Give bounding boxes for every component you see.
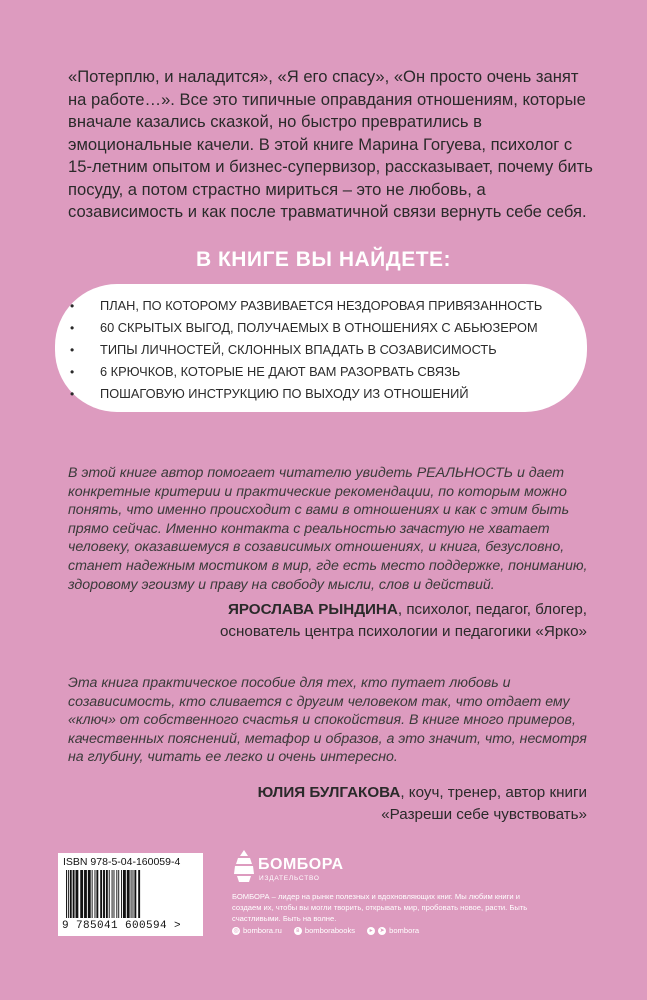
- social-vk[interactable]: [294, 926, 355, 935]
- publisher-subtitle: ИЗДАТЕЛЬСТВО: [259, 875, 320, 882]
- feature-text: ТИПЫ ЛИЧНОСТЕЙ, СКЛОННЫХ ВПАДАТЬ В СОЗАВИСИМОСТЬ: [100, 342, 497, 357]
- quote-emphasis: РЕАЛЬНОСТЬ: [416, 465, 514, 481]
- youtube-icon: ▸: [367, 927, 375, 935]
- social-other-label: bombora: [389, 926, 420, 935]
- social-site[interactable]: [232, 926, 282, 935]
- vk-icon: в: [294, 927, 302, 935]
- barcode-bar: [118, 870, 119, 918]
- barcode-bar: [103, 870, 105, 918]
- bullet-icon: •: [70, 387, 75, 401]
- barcode-bar: [131, 870, 132, 918]
- list-item: [70, 295, 580, 317]
- barcode-bar: [109, 870, 110, 918]
- quote-text: В этой книге автор помогает читателю увидеть: [68, 465, 417, 481]
- barcode-bar: [80, 870, 83, 918]
- barcode-bar: [133, 870, 134, 918]
- feature-text: ПЛАН, ПО КОТОРОМУ РАЗВИВАЕТСЯ НЕЗДОРОВАЯ ПРИВЯЗАННОСТЬ: [100, 298, 543, 313]
- feature-text: ПОШАГОВУЮ ИНСТРУКЦИЮ ПО ВЫХОДУ ИЗ ОТНОШЕНИЙ: [100, 386, 469, 401]
- publisher-description: БОМБОРА – лидер на рынке полезных и вдохновляющих книг. Мы любим книги и создаем их, чтобы вы могли творить, открывать мир, пробовать новое, расти. Быть счастливыми. Быть на волне.: [232, 892, 528, 923]
- review-author-1: [220, 599, 587, 643]
- barcode-bar: [76, 870, 79, 918]
- barcode-bar: [96, 870, 98, 918]
- barcode-bar: [123, 870, 126, 918]
- barcode-bar: [84, 870, 87, 918]
- barcode-bar: [92, 870, 93, 918]
- review-quote-1: [68, 464, 588, 594]
- quote-text-continued: и дает конкретные критерии и практические рекомендации, по которым можно понять, что именно происходит с вами в отношениях и как с этим быть прямо сейчас. Именно контакта с реальностью зачастую не хватает человеку, оказавшемуся в созависимых отношениях, и книга, безусловно, станет надежным мостиком в мир, где есть место поддержке, пониманию, здоровому эгоизму и праву на свободу мысли, слов и действий.: [68, 465, 588, 593]
- author-name: ЮЛИЯ БУЛГАКОВА: [257, 784, 401, 801]
- instagram-icon: ◎: [233, 927, 239, 934]
- author-role: , психолог, педагог, блогер,: [397, 601, 587, 618]
- author-role-line-2: основатель центра психологии и педагогики «Ярко»: [219, 623, 587, 640]
- barcode-bar: [127, 870, 130, 918]
- features-card: [55, 284, 587, 412]
- social-site-label: bombora.ru: [243, 926, 282, 935]
- list-item: [70, 317, 580, 339]
- publisher-logo: [232, 848, 342, 888]
- list-item: [70, 339, 580, 361]
- barcode-bar: [116, 870, 117, 918]
- author-role-line-2: «Разреши себе чувствовать»: [381, 806, 587, 823]
- list-item: [70, 361, 580, 383]
- bullet-icon: •: [70, 321, 75, 335]
- features-title: В КНИГЕ ВЫ НАЙДЕТЕ:: [195, 248, 452, 271]
- author-name: ЯРОСЛАВА РЫНДИНА: [227, 601, 398, 618]
- intro-paragraph: «Потерплю, и наладится», «Я его спасу», «Он просто очень занят на работе…». Все это типичные оправдания отношениям, которые вначале казались сказкой, но быстро превратились в эмоциональные качели. В этой книге Марина Гогуева, психолог с 15-летним опытом и бизнес-супервизор, рассказывает, почему бить посуду, а потом страстно мириться – это не любовь, а созависимость и как после травматичной связи вернуть себе себя.: [68, 67, 593, 221]
- bullet-icon: •: [70, 365, 75, 379]
- bullet-icon: •: [70, 343, 75, 357]
- bullet-icon: •: [70, 299, 75, 313]
- barcode-bar: [138, 870, 140, 918]
- barcode-bar: [121, 870, 122, 918]
- publisher-logo-icon: [232, 848, 256, 884]
- barcode-bars: [62, 870, 199, 920]
- barcode-bar: [100, 870, 102, 918]
- barcode-bar: [106, 870, 108, 918]
- feature-text: 6 КРЮЧКОВ, КОТОРЫЕ НЕ ДАЮТ ВАМ РАЗОРВАТЬ СВЯЗЬ: [100, 364, 461, 379]
- author-role: , коуч, тренер, автор книги: [400, 784, 587, 801]
- features-list: [70, 295, 580, 405]
- ean-label: 9 785041 600594 >: [62, 920, 182, 932]
- barcode-bar: [114, 870, 115, 918]
- barcode-bar: [95, 870, 96, 918]
- telegram-icon: ➤: [379, 927, 385, 934]
- quote-text: Эта книга практическое пособие для тех, кто путает любовь и созависимость, кто сливается с другим человеком так, что отдает ему «ключ» от собственного счастья и спокойствия. В книге много примеров, качественных пояснений, метафор и образов, а это значит, что, несмотря на глубину, читать ее легко и очень интересно.: [68, 675, 587, 766]
- social-links: [232, 926, 419, 935]
- barcode: [58, 853, 203, 936]
- barcode-bar: [68, 870, 69, 918]
- list-item: [70, 383, 580, 405]
- review-author-2: [258, 782, 587, 826]
- social-vk-label: bomborabooks: [304, 926, 356, 935]
- barcode-bar: [88, 870, 91, 918]
- barcode-bar: [134, 870, 136, 918]
- isbn-label: ISBN 978-5-04-160059-4: [63, 856, 181, 868]
- barcode-bar: [66, 870, 67, 918]
- publisher-name: БОМБОРА: [258, 856, 344, 873]
- social-other[interactable]: [367, 926, 419, 935]
- barcode-bar: [70, 870, 72, 918]
- feature-text: 60 СКРЫТЫХ ВЫГОД, ПОЛУЧАЕМЫХ В ОТНОШЕНИЯХ С АБЬЮЗЕРОМ: [100, 320, 538, 335]
- barcode-bar: [112, 870, 113, 918]
- barcode-bar: [73, 870, 75, 918]
- review-quote-2: [68, 674, 588, 767]
